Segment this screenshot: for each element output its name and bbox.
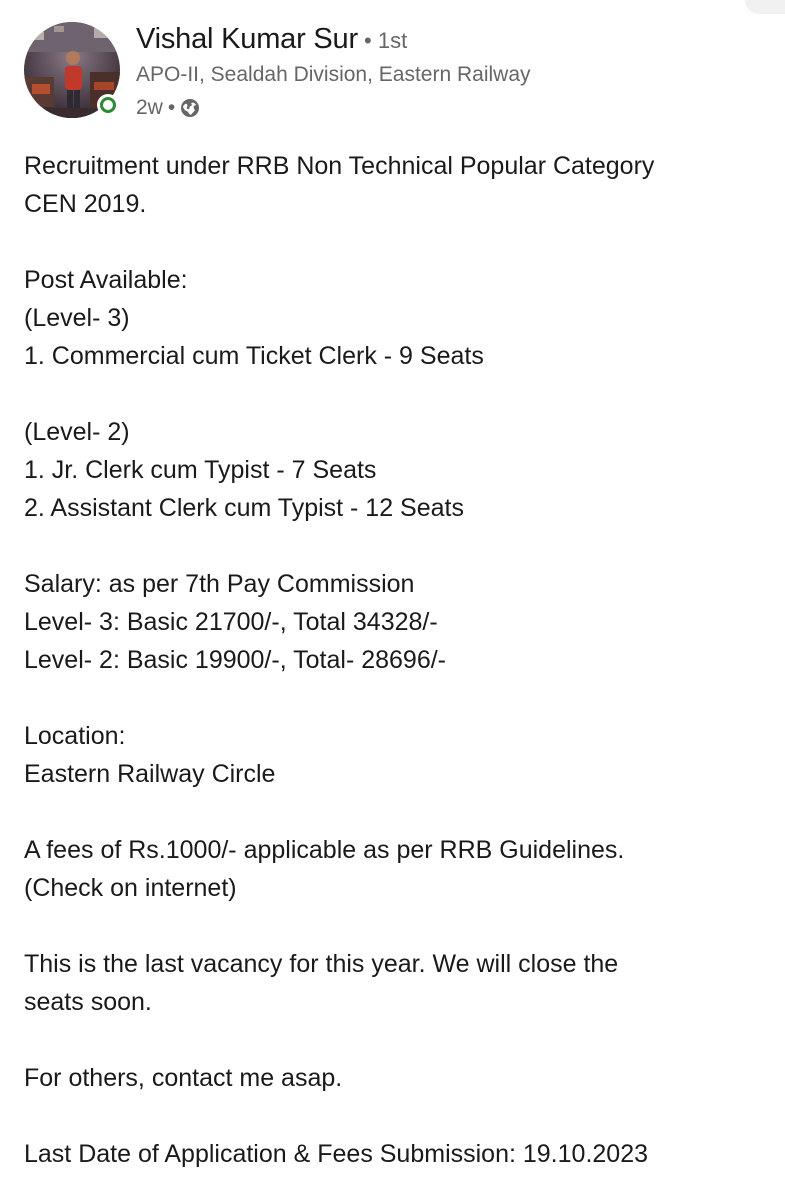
body-line: Recruitment under RRB Non Technical Popular Category bbox=[24, 152, 655, 180]
body-line: Location: bbox=[24, 722, 126, 750]
body-line: 1. Jr. Clerk cum Typist - 7 Seats bbox=[24, 456, 377, 484]
body-line: For others, contact me asap. bbox=[24, 1064, 343, 1092]
body-line: (Check on internet) bbox=[24, 874, 237, 902]
connection-degree: 1st bbox=[377, 28, 408, 53]
body-line: Level- 2: Basic 19900/-, Total- 28696/- bbox=[24, 646, 447, 674]
paragraph-gap bbox=[24, 527, 759, 565]
body-line: Level- 3: Basic 21700/-, Total 34328/- bbox=[24, 608, 438, 636]
author-line bbox=[136, 22, 407, 61]
post-body-text bbox=[24, 147, 759, 1173]
body-line: 1. Commercial cum Ticket Clerk - 9 Seats bbox=[24, 342, 484, 370]
meta-separator: • bbox=[167, 96, 176, 119]
body-line: A fees of Rs.1000/- applicable as per RRB Guidelines. bbox=[24, 836, 625, 864]
body-line: Last Date of Application & Fees Submission: 19.10.2023 bbox=[24, 1140, 648, 1168]
body-line: CEN 2019. bbox=[24, 190, 147, 218]
top-right-shade bbox=[745, 0, 785, 14]
paragraph-gap bbox=[24, 1097, 759, 1135]
paragraph-gap bbox=[24, 793, 759, 831]
body-line: This is the last vacancy for this year. We will close the bbox=[24, 950, 619, 978]
paragraph-gap bbox=[24, 1021, 759, 1059]
paragraph-gap bbox=[24, 375, 759, 413]
post-header bbox=[24, 22, 764, 122]
author-headline: APO-II, Sealdah Division, Eastern Railway bbox=[136, 63, 531, 86]
connection-degree-separator: • bbox=[357, 28, 378, 53]
author-name[interactable]: Vishal Kumar Sur bbox=[136, 23, 358, 55]
author-avatar-wrap[interactable] bbox=[24, 22, 120, 118]
paragraph-gap bbox=[24, 223, 759, 261]
body-line: seats soon. bbox=[24, 988, 152, 1016]
body-line: (Level- 2) bbox=[24, 418, 130, 446]
globe-icon bbox=[180, 98, 200, 118]
post-meta bbox=[136, 94, 200, 122]
post-age: 2w bbox=[136, 96, 163, 119]
online-status-indicator bbox=[97, 94, 119, 116]
body-line: Salary: as per 7th Pay Commission bbox=[24, 570, 415, 598]
body-line: 2. Assistant Clerk cum Typist - 12 Seats bbox=[24, 494, 464, 522]
body-line: Eastern Railway Circle bbox=[24, 760, 276, 788]
body-line: (Level- 3) bbox=[24, 304, 130, 332]
body-line: Post Available: bbox=[24, 266, 188, 294]
paragraph-gap bbox=[24, 679, 759, 717]
paragraph-gap bbox=[24, 907, 759, 945]
